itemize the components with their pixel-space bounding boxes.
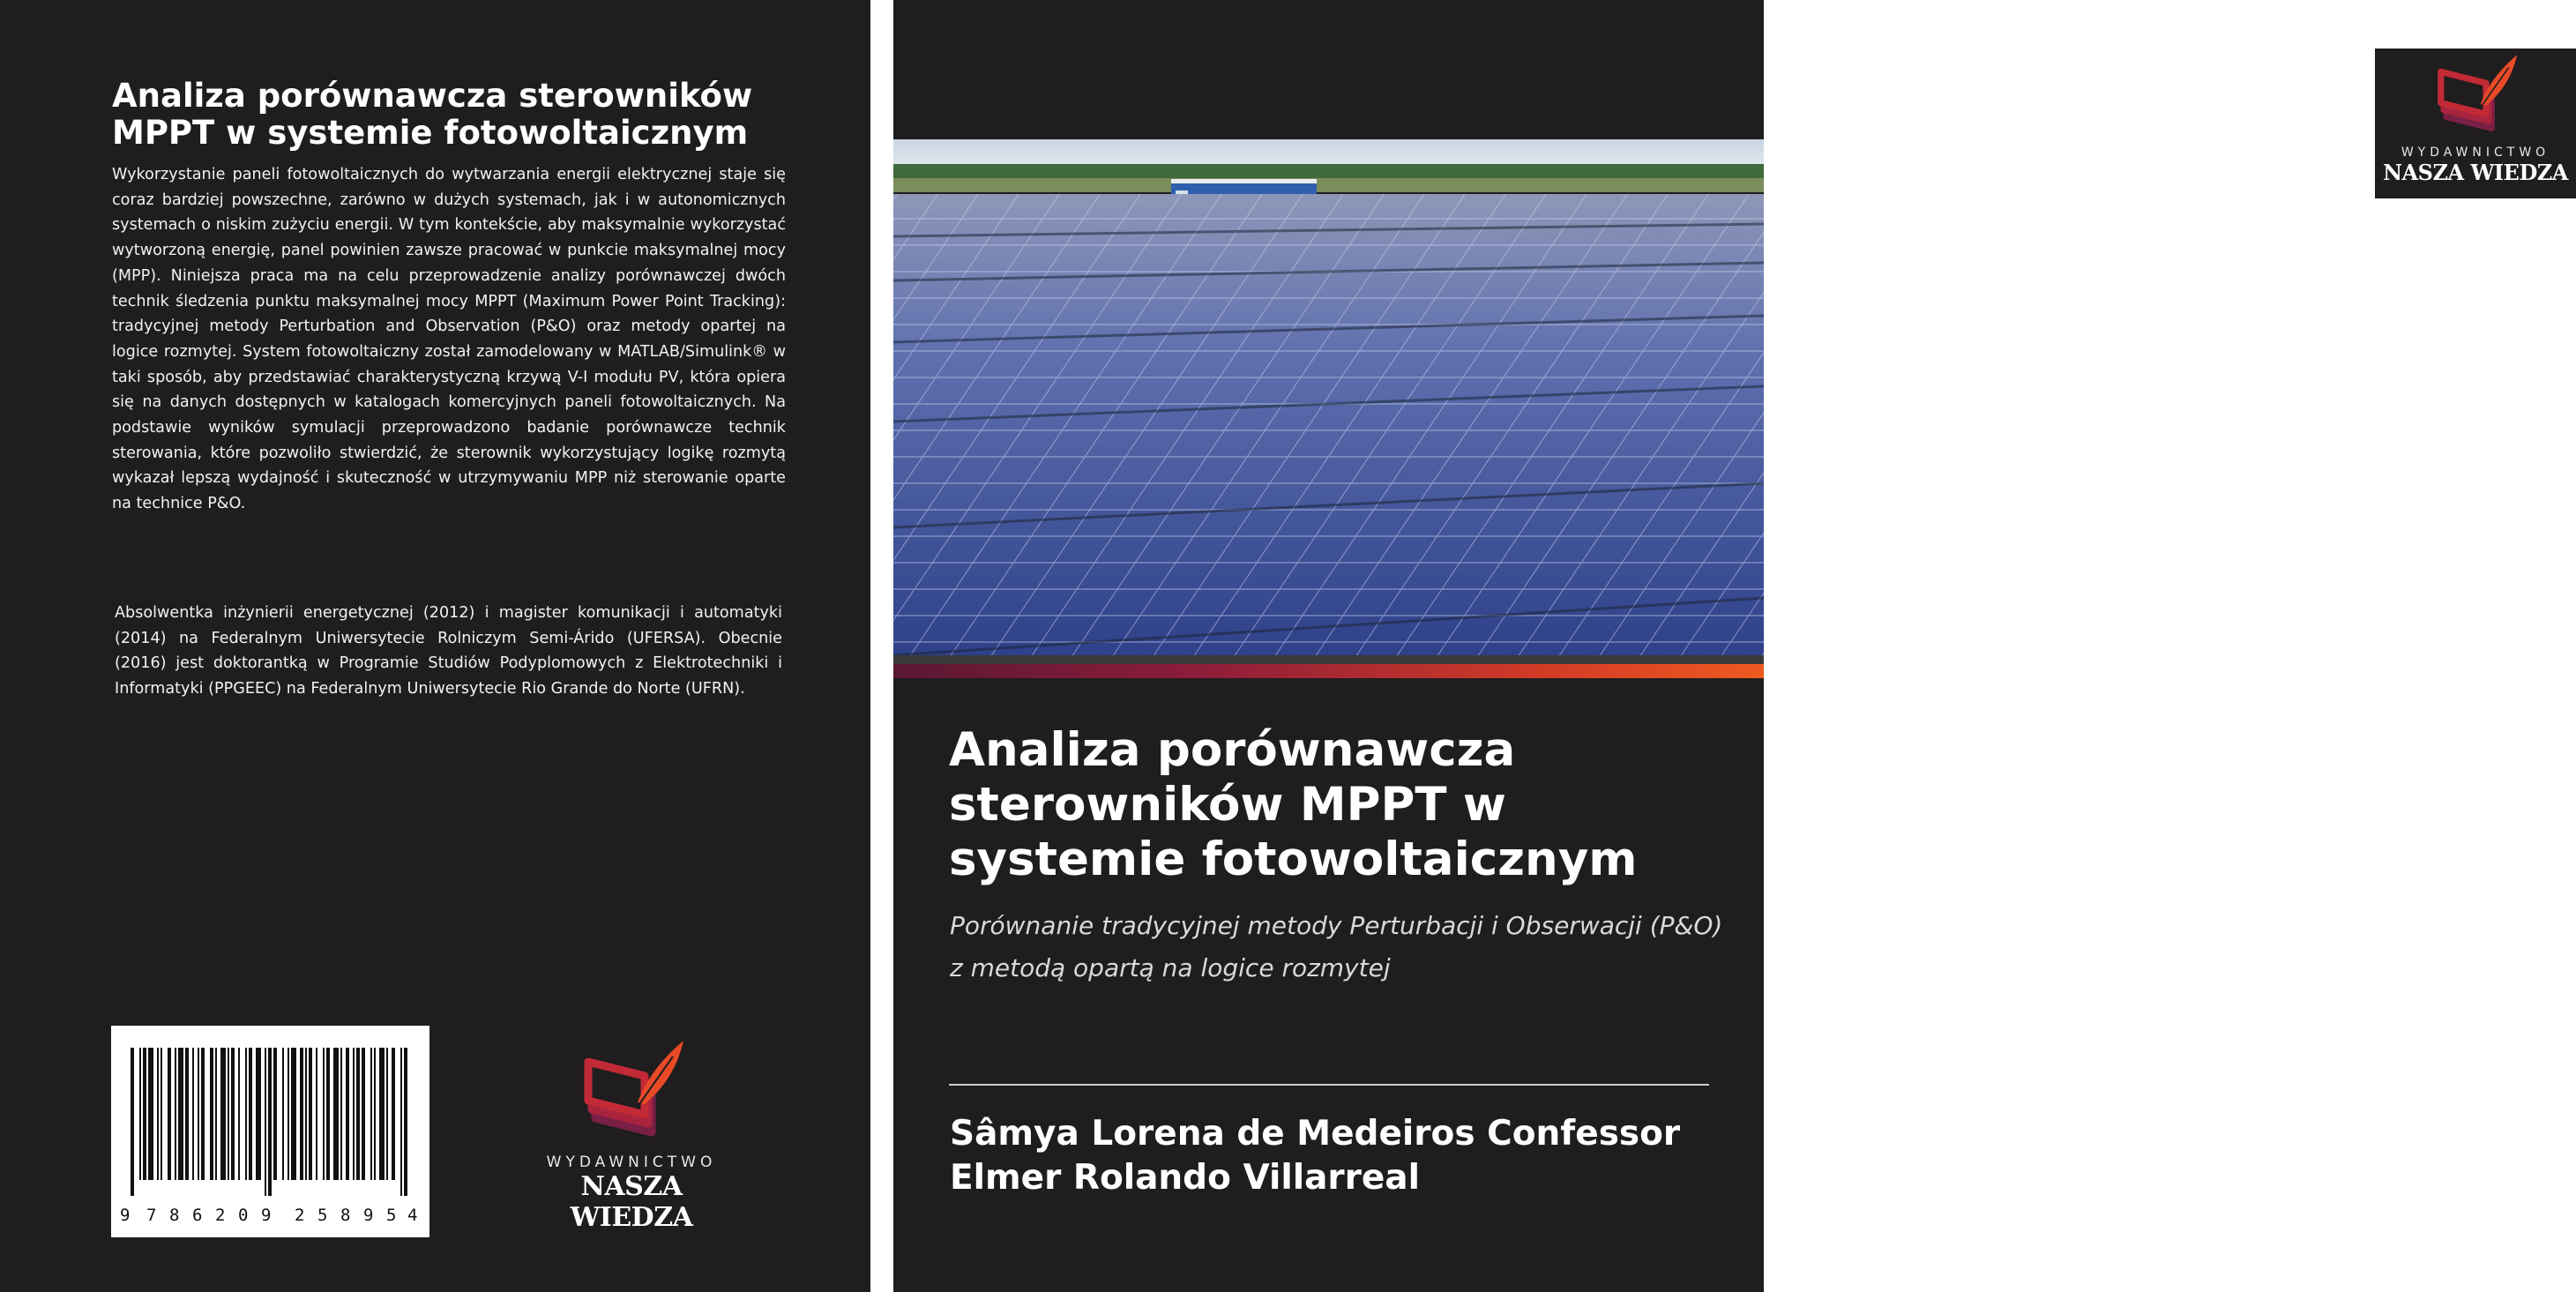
book-quill-icon bbox=[565, 1034, 698, 1146]
barcode-bars bbox=[131, 1048, 410, 1196]
author-name: Sâmya Lorena de Medeiros Confessor bbox=[950, 1114, 1681, 1154]
isbn-digit: 9 bbox=[363, 1206, 374, 1225]
publisher-label: WYDAWNICTWO bbox=[2401, 146, 2550, 160]
publisher-logo bbox=[516, 1034, 747, 1233]
front-cover bbox=[893, 0, 2568, 1292]
isbn-digit: 5 bbox=[317, 1206, 328, 1225]
publisher-label: WYDAWNICTWO bbox=[546, 1154, 717, 1171]
isbn-digit: 6 bbox=[192, 1206, 203, 1225]
isbn-digit: 8 bbox=[340, 1206, 351, 1225]
back-cover bbox=[0, 0, 870, 1292]
author-bio: Absolwentka inżynierii energetycznej (2012) i magister komunikacji i automatyki (2014) na Federalnym Uniwersytecie Rolniczym Semi-Árido (UFERSA). Obecnie (2016) jest doktorantką w Programie Studiów Podyplomowych z Elektrotechniki i Informatyki (PPGEEC) na Federalnym Uniwersytecie Rio Grande do Norte (UFRN). bbox=[115, 604, 782, 698]
book-description: Wykorzystanie paneli fotowoltaicznych do wytwarzania energii elektrycznej staje się coraz bardziej powszechne, zarówno w dużych systemach, jak i w autonomicznych systemach o niskim zużyciu energii. W tym kontekście, aby maksymalnie wykorzystać wytworzoną energię, panel powinien zawsze pracować w punkcie maksymalnej mocy (MPP). Niniejsza praca ma na celu przeprowadzenie analizy porównawczej dwóch technik śledzenia punktu maksymalnej mocy MPPT (Maximum Power Point Tracking): tradycyjnej metody Perturbation and Observation (P&O) oraz metody opartej na logice rozmytej. System fotowoltaiczny został zamodelowany w MATLAB/Simulink® w taki sposób, aby przedstawiać charakterystyczną krzywą V-I modułu PV, która opiera się na danych dostępnych w katalogach komercyjnych paneli fotowoltaicznych. Na podstawie wyników symulacji przeprowadzono badanie porównawcze technik sterowania, które pozwoliło stwierdzić, że sterownik wykorzystujący logikę rozmytą wykazał lepszą wydajność i skuteczność w utrzymywaniu MPP niż sterowanie oparte na technice P&O. bbox=[112, 166, 786, 513]
isbn-digit: 2 bbox=[215, 1206, 226, 1225]
front-cover-subtitle: Porównanie tradycyjnej metody Perturbacji i Obserwacji (P&O) z metodą opartą na logice rozmytej bbox=[950, 911, 1723, 982]
isbn-digit: 4 bbox=[407, 1206, 418, 1225]
isbn-digit: 0 bbox=[238, 1206, 249, 1225]
divider-line bbox=[949, 1084, 1709, 1086]
back-cover-title: Analiza porównawcza sterowników MPPT w systemie fotowoltaicznym bbox=[112, 77, 753, 152]
isbn-digit: 9 bbox=[261, 1206, 272, 1225]
isbn-number bbox=[120, 1206, 424, 1225]
isbn-digit: 9 bbox=[120, 1206, 131, 1225]
isbn-digit: 2 bbox=[295, 1206, 305, 1225]
accent-stripe bbox=[893, 664, 1764, 678]
book-quill-icon bbox=[2423, 49, 2528, 140]
isbn-digit: 8 bbox=[169, 1206, 180, 1225]
isbn-digit: 5 bbox=[386, 1206, 397, 1225]
publisher-name: NASZA WIEDZA bbox=[570, 1171, 693, 1233]
front-cover-title: Analiza porównawcza sterowników MPPT w systemie fotowoltaicznym bbox=[949, 723, 1638, 886]
solar-farm-photo bbox=[893, 139, 1764, 664]
publisher-name: NASZA WIEDZA bbox=[2383, 160, 2568, 185]
isbn-barcode bbox=[111, 1026, 429, 1237]
author-name: Elmer Rolando Villarreal bbox=[950, 1158, 1420, 1198]
publisher-logo-front bbox=[2375, 49, 2576, 198]
isbn-digit: 7 bbox=[146, 1206, 157, 1225]
